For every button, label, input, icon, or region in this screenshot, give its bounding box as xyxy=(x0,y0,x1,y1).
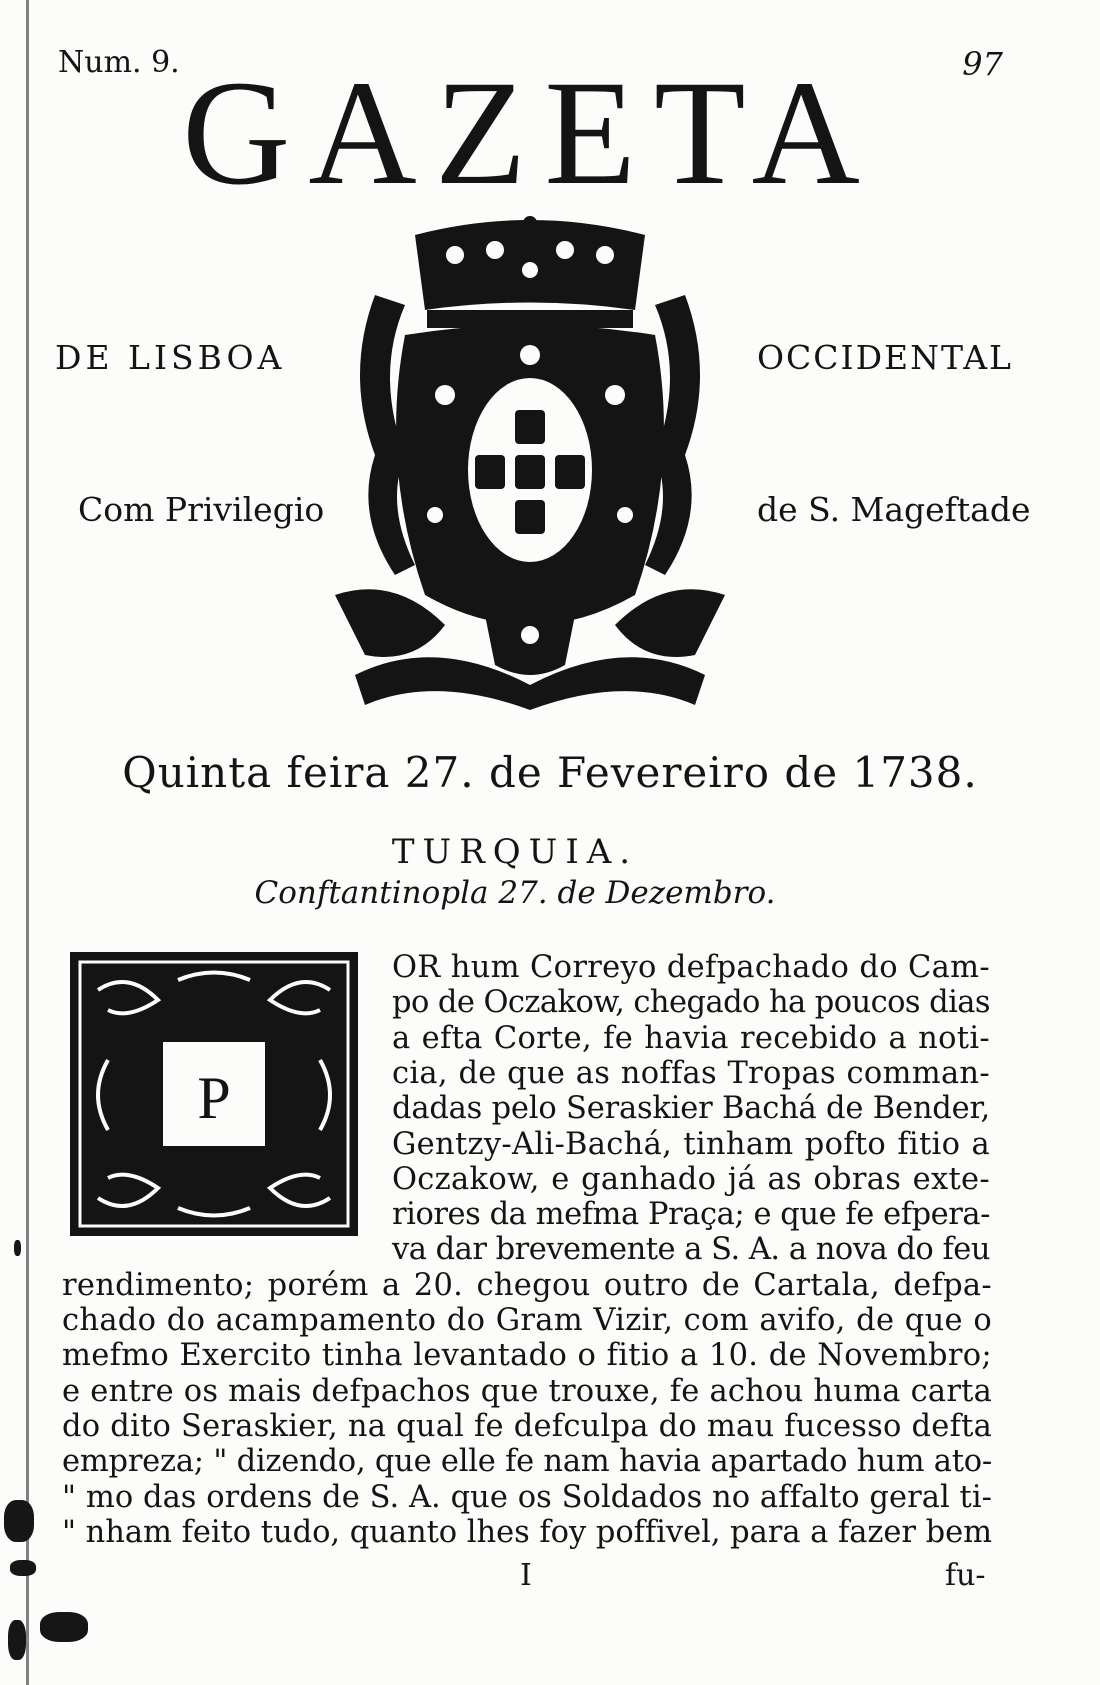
article-line: Oczakow, e ganhado já as obras exte- xyxy=(392,1161,990,1197)
article-line: chado do acampamento do Gram Vizir, com avifo, de que o xyxy=(62,1303,992,1338)
masthead-left-top: DE LISBOA xyxy=(55,338,286,377)
article-line: Gentzy-Ali-Bachá, tinham pofto fitio a xyxy=(392,1126,990,1162)
page-number: 97 xyxy=(962,45,1003,83)
ink-blot xyxy=(8,1620,26,1660)
section-heading: TURQUIA. xyxy=(391,832,639,872)
article-line: cia, de que as noffas Tropas comman- xyxy=(392,1055,990,1091)
article-line: mefmo Exercito tinha levantado o fitio a 10. de Novembro; xyxy=(62,1338,992,1374)
decorated-initial-letter xyxy=(68,950,360,1238)
ink-blot xyxy=(40,1612,88,1642)
article-line: empreza; " dizendo, que elle fe nam havia apartado hum ato- xyxy=(62,1444,992,1480)
masthead-right-bottom: de S. Mageftade xyxy=(757,490,1031,529)
catchword: fu- xyxy=(945,1558,986,1593)
signature-mark: I xyxy=(520,1558,532,1593)
issue-date: Quinta feira 27. de Fevereiro de 1738. xyxy=(122,748,978,797)
royal-coat-of-arms-emblem xyxy=(335,215,725,715)
ink-blot xyxy=(14,1240,21,1256)
masthead-left-bottom: Com Privilegio xyxy=(78,490,325,529)
article-line: riores da mefma Praça; e que fe efpera- xyxy=(392,1197,991,1233)
article-line: OR hum Correyo defpachado do Cam- xyxy=(392,950,990,985)
article-line: do dito Seraskier, na qual fe defculpa do mau fucesso defta xyxy=(62,1408,992,1444)
article-line: po de Oczakow, chegado ha poucos dias xyxy=(392,985,990,1021)
issue-number: Num. 9. xyxy=(58,45,180,80)
article-line: " nham feito tudo, quanto lhes foy poffivel, para a fazer bem xyxy=(62,1514,992,1550)
drop-cap-letter: P xyxy=(197,1065,231,1131)
masthead-right-top: OCCIDENTAL xyxy=(757,338,1013,377)
ink-blot xyxy=(10,1560,36,1576)
masthead-title: GAZETA xyxy=(182,50,878,216)
article-dateline: Conftantinopla 27. de Dezembro. xyxy=(254,875,776,911)
article-line: a efta Corte, fe havia recebido a noti- xyxy=(392,1020,990,1056)
article-line: va dar brevemente a S. A. a nova do feu xyxy=(392,1232,990,1268)
article-line: e entre os mais defpachos que trouxe, fe achou huma carta xyxy=(62,1373,992,1409)
article-line: dadas pelo Seraskier Bachá de Bender, xyxy=(392,1091,990,1127)
ink-blot xyxy=(4,1500,34,1542)
article-line: rendimento; porém a 20. chegou outro de Cartala, defpa- xyxy=(62,1267,992,1303)
article-line: " mo das ordens de S. A. que os Soldados no affalto geral ti- xyxy=(62,1479,992,1515)
